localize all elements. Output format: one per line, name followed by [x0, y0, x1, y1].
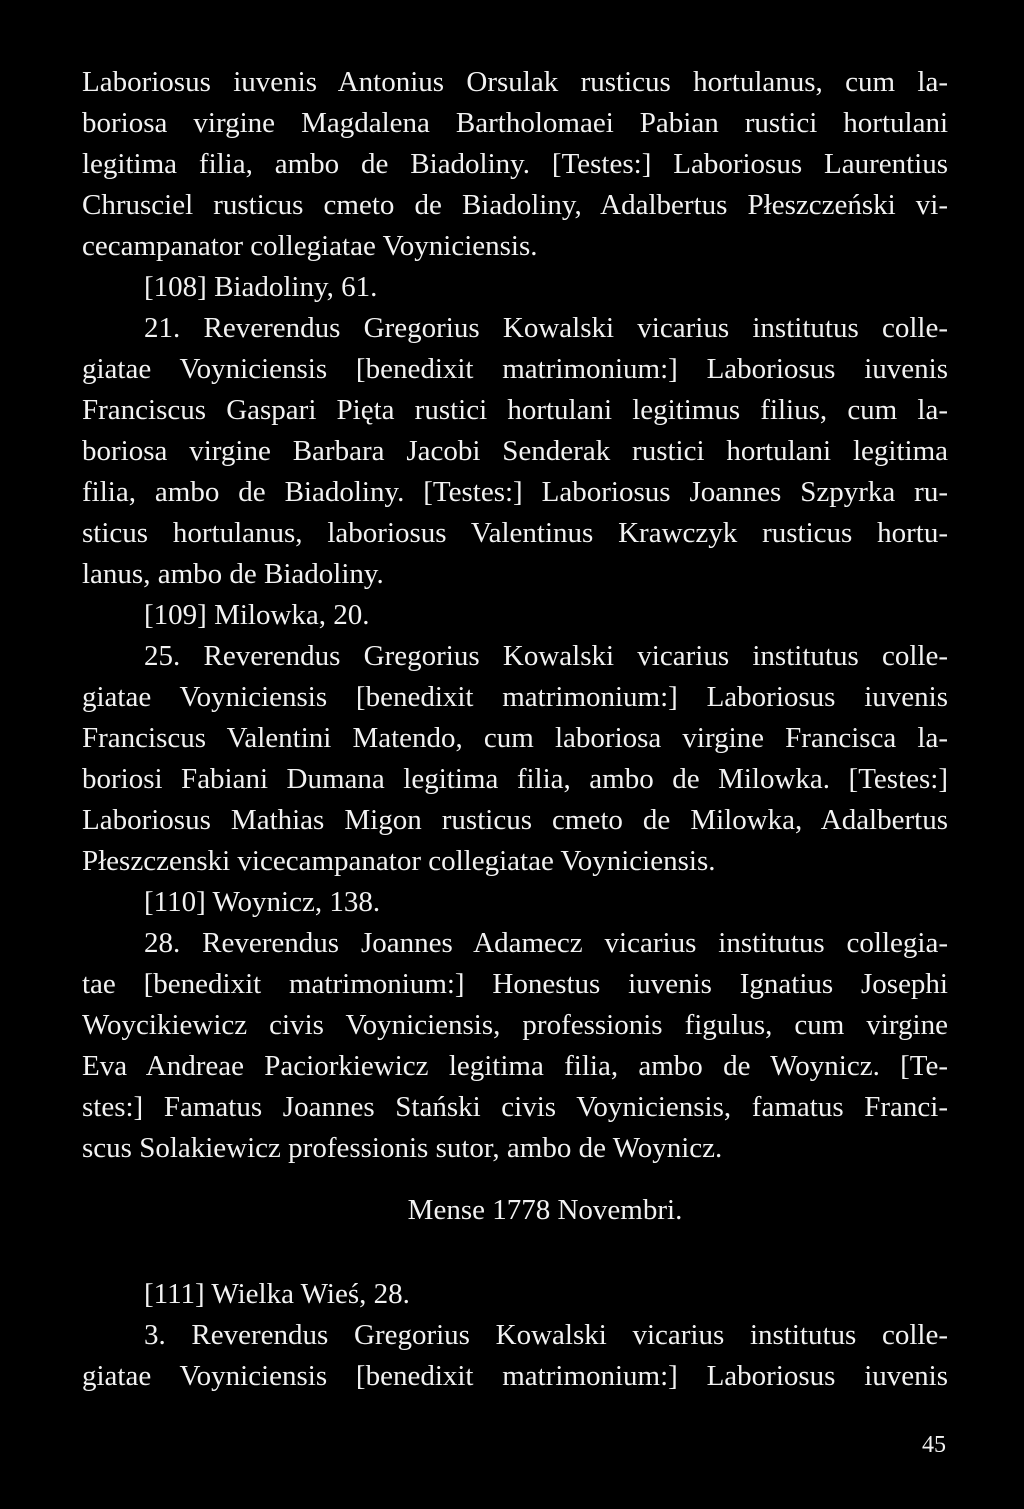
- page-number: 45: [922, 1432, 946, 1458]
- text-line: Eva Andreae Paciorkiewicz legitima filia, ambo de Woynicz. [Te-: [82, 1050, 948, 1082]
- text-line: legitima filia, ambo de Biadoliny. [Testes:] Laboriosus Laurentius: [82, 148, 948, 180]
- text-line: sticus hortulanus, laboriosus Valentinus Krawczyk rusticus hortu-: [82, 517, 948, 549]
- text-line: Chrusciel rusticus cmeto de Biadoliny, Adalbertus Płeszczeński vi-: [82, 189, 948, 221]
- text-line: stes:] Famatus Joannes Stański civis Voyniciensis, famatus Franci-: [82, 1091, 948, 1123]
- text-line: boriosa virgine Barbara Jacobi Senderak rustici hortulani legitima: [82, 435, 948, 467]
- text-line: tae [benedixit matrimonium:] Honestus iuvenis Ignatius Josephi: [82, 968, 948, 1000]
- page-text: [82, 62, 948, 1392]
- text-line: Franciscus Gaspari Pięta rustici hortulani legitimus filius, cum la-: [82, 394, 948, 426]
- text-line: boriosi Fabiani Dumana legitima filia, ambo de Milowka. [Testes:]: [82, 763, 948, 795]
- text-line: filia, ambo de Biadoliny. [Testes:] Laboriosus Joannes Szpyrka ru-: [82, 476, 948, 508]
- text-line: 3. Reverendus Gregorius Kowalski vicarius institutus colle-: [144, 1319, 948, 1351]
- text-line: giatae Voyniciensis [benedixit matrimonium:] Laboriosus iuvenis: [82, 1360, 948, 1392]
- entry-heading: [110] Woynicz, 138.: [144, 886, 381, 918]
- entry-heading: [111] Wielka Wieś, 28.: [144, 1278, 410, 1310]
- text-line: Płeszczenski vicecampanator collegiatae Voyniciensis.: [82, 845, 716, 877]
- entry-109: [82, 595, 948, 882]
- text-line: Woycikiewicz civis Voyniciensis, professionis figulus, cum virgine: [82, 1009, 948, 1041]
- month-heading: Mense 1778 Novembri.: [407, 1194, 683, 1226]
- text-line: 25. Reverendus Gregorius Kowalski vicarius institutus colle-: [144, 640, 948, 672]
- entry-heading: [109] Milowka, 20.: [144, 599, 370, 631]
- text-line: 28. Reverendus Joannes Adamecz vicarius institutus collegia-: [144, 927, 948, 959]
- entry-110: [82, 882, 948, 1169]
- text-line: 21. Reverendus Gregorius Kowalski vicarius institutus colle-: [144, 312, 948, 344]
- text-line: Laboriosus iuvenis Antonius Orsulak rusticus hortulanus, cum la-: [82, 66, 948, 98]
- text-line: giatae Voyniciensis [benedixit matrimonium:] Laboriosus iuvenis: [82, 681, 948, 713]
- text-line: scus Solakiewicz professionis sutor, ambo de Woynicz.: [82, 1132, 723, 1164]
- text-line: Laboriosus Mathias Migon rusticus cmeto de Milowka, Adalbertus: [82, 804, 948, 836]
- entry-107: [82, 62, 948, 267]
- entry-111: [82, 1274, 948, 1397]
- text-line: cecampanator collegiatae Voyniciensis.: [82, 230, 538, 262]
- text-line: giatae Voyniciensis [benedixit matrimonium:] Laboriosus iuvenis: [82, 353, 948, 385]
- text-line: Franciscus Valentini Matendo, cum laboriosa virgine Francisca la-: [82, 722, 948, 754]
- entry-108: [82, 267, 948, 595]
- entry-heading: [108] Biadoliny, 61.: [144, 271, 378, 303]
- text-line: boriosa virgine Magdalena Bartholomaei Pabian rustici hortulani: [82, 107, 948, 139]
- text-line: lanus, ambo de Biadoliny.: [82, 558, 384, 590]
